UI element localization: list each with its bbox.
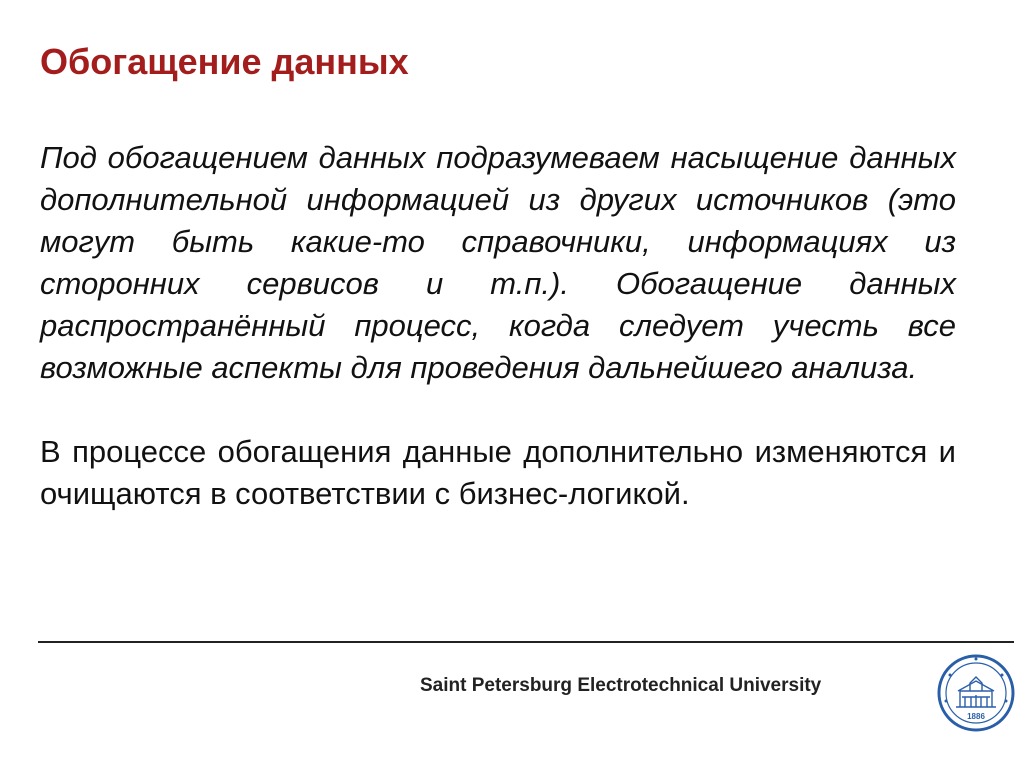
slide-title: Обогащение данных <box>40 41 409 82</box>
seal-year: 1886 <box>967 712 985 721</box>
paragraph-process: В процессе обогащения данные дополнительно изменяются и очищаются в соответствии с бизнес-логикой. <box>40 434 956 511</box>
slide-body <box>40 137 956 515</box>
university-name: Saint Petersburg Electrotechnical University <box>420 675 822 696</box>
footer-divider <box>38 641 1014 643</box>
university-seal-icon <box>936 653 1016 733</box>
paragraph-definition: Под обогащением данных подразумеваем насыщение данных дополнительной информацией из других источников (это могут быть какие-то справочники, информациях из сторонних сервисов и т.п.). Обогащение данных распространённый процесс, когда следует учесть все возможные аспекты для проведения дальнейшего анализа. <box>40 140 956 385</box>
